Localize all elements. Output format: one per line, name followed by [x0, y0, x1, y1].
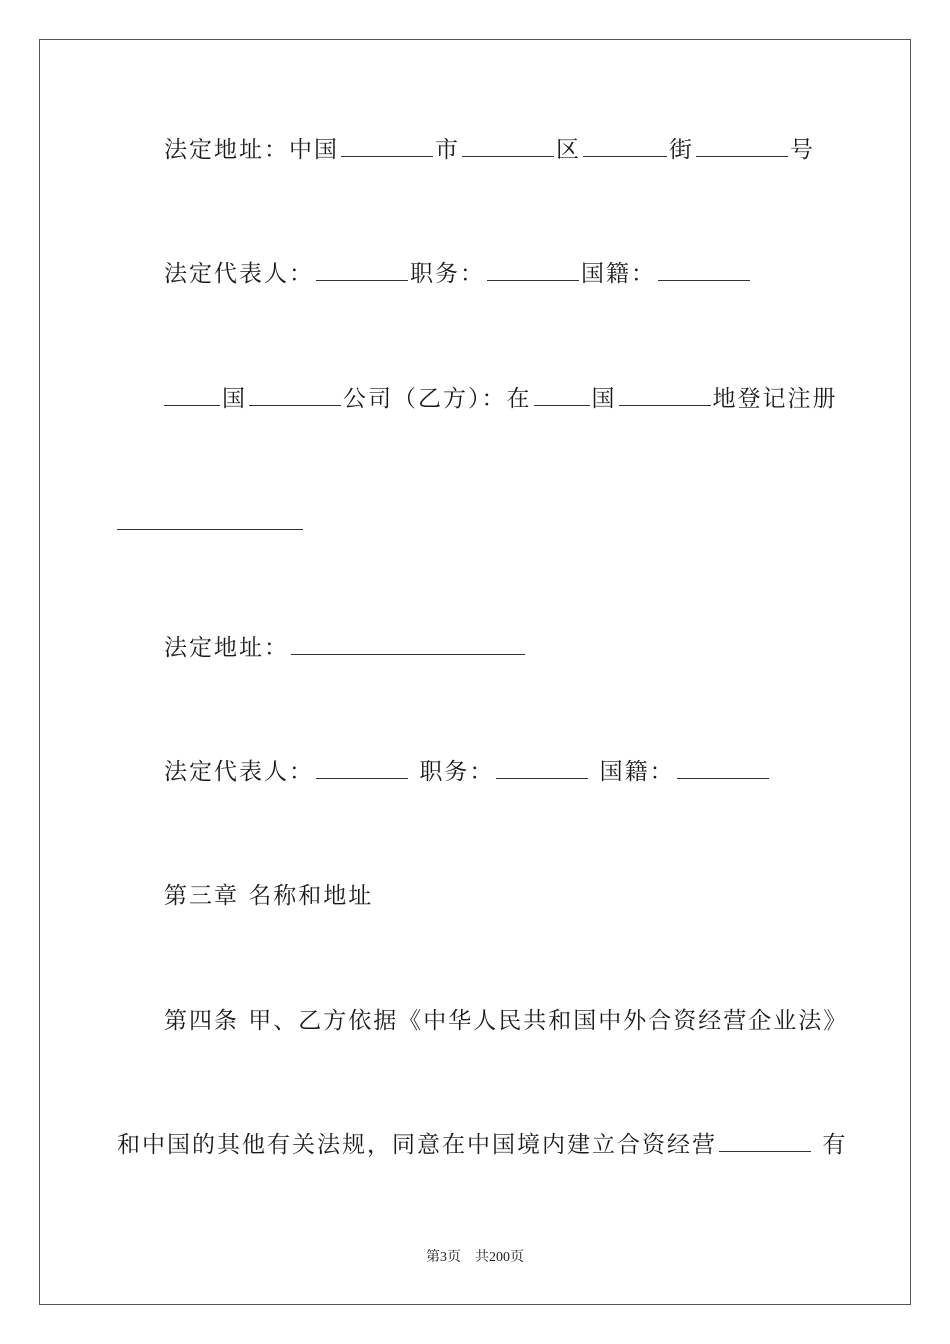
label-legal-address: 法定地址：: [164, 635, 289, 661]
label-company-party-b: 公司（乙方）：在: [343, 386, 532, 412]
blank-registration[interactable]: [117, 509, 303, 530]
blank-nationality[interactable]: [658, 260, 750, 281]
label-position: 职务：: [419, 759, 495, 785]
blank-city[interactable]: [341, 136, 433, 157]
blank-reg-place[interactable]: [619, 385, 711, 406]
label-country: 国: [222, 386, 247, 412]
text-line-legal-address-a: [164, 135, 815, 165]
text-line-representative-b: [164, 757, 771, 787]
blank-street[interactable]: [583, 136, 667, 157]
blank-number[interactable]: [696, 136, 788, 157]
blank-reg-country[interactable]: [534, 385, 590, 406]
blank-company-name[interactable]: [719, 1131, 811, 1152]
page-number: 第3页: [426, 1250, 461, 1265]
article-four-line-1: [164, 1006, 848, 1036]
blank-position[interactable]: [487, 260, 579, 281]
blank-position[interactable]: [496, 758, 588, 779]
page-total: 共200页: [475, 1250, 524, 1265]
label-number: 号: [790, 137, 815, 163]
blank-representative[interactable]: [316, 260, 408, 281]
label-reg-country: 国: [591, 386, 617, 412]
label-representative: 法定代表人：: [164, 261, 314, 287]
chapter-three-title: 第三章 名称和地址: [164, 883, 374, 909]
label-limited: 有: [822, 1132, 848, 1158]
text-line-legal-address-b: [164, 633, 527, 663]
label-legal-address-china: 法定地址：中国: [164, 137, 339, 163]
blank-country[interactable]: [164, 385, 220, 406]
blank-district[interactable]: [462, 136, 554, 157]
blank-nationality[interactable]: [677, 758, 769, 779]
chapter-heading: [164, 881, 373, 911]
article-four-text: 第四条 甲、乙方依据《中华人民共和国中外合资经营企业法》: [164, 1008, 849, 1034]
article-four-continuation: 和中国的其他有关法规，同意在中国境内建立合资经营: [117, 1132, 717, 1158]
label-nationality: 国籍：: [599, 759, 675, 785]
label-position: 职务：: [410, 261, 485, 287]
text-line-representative-a: [164, 259, 752, 289]
page-footer: [0, 1246, 950, 1266]
label-registered: 地登记注册: [712, 386, 838, 412]
blank-company[interactable]: [249, 385, 341, 406]
label-street: 街: [669, 137, 694, 163]
label-representative: 法定代表人：: [164, 759, 314, 785]
article-four-line-2: [117, 1130, 847, 1160]
page-border: [39, 39, 911, 1305]
label-district: 区: [556, 137, 581, 163]
label-nationality: 国籍：: [581, 261, 656, 287]
text-line-registration-blank: [117, 508, 305, 538]
blank-representative[interactable]: [316, 758, 408, 779]
label-city: 市: [435, 137, 460, 163]
blank-legal-address[interactable]: [291, 634, 525, 655]
text-line-party-b: [164, 384, 838, 414]
